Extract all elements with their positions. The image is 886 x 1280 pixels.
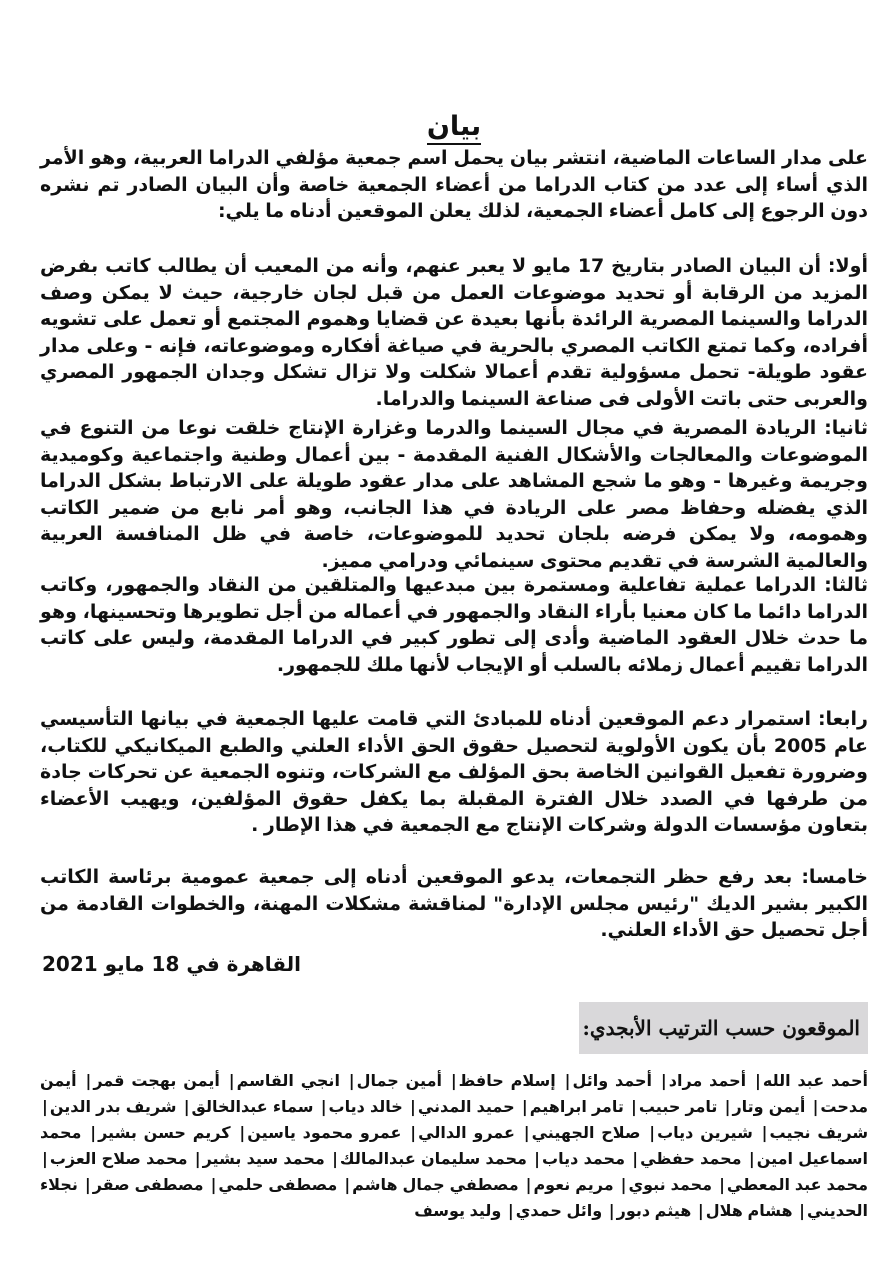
signer-separator: | (748, 1149, 755, 1168)
signer-name: مصطفي جمال هاشم (352, 1175, 519, 1194)
point-fifth-paragraph: خامسا: بعد رفع حظر التجمعات، يدعو الموقعين أدناه إلى جمعية عمومية برئاسة الكاتب الكبير بشير الديك "رئيس مجلس الإدارة" لمناقشة مشكلات المهنة، والخطوات القادمة من أجل تحصيل حق الأداء العلني. (40, 866, 868, 941)
signer-separator: | (210, 1175, 217, 1194)
signer-separator: | (608, 1201, 615, 1220)
signer-separator: | (525, 1175, 532, 1194)
intro-paragraph: على مدار الساعات الماضية، انتشر بيان يحمل اسم جمعية مؤلفي الدراما العربية، وهو الأمر الذي أساء إلى عدد من كتاب الدراما من أعضاء الجمعية خاصة وأن البيان الصادر تم نشره دون الرجوع إلى كامل أعضاء الجمعية، لذلك يعلن الموقعين أدناه ما يلي: (40, 147, 868, 222)
signer-name: نجلاء الحديني (40, 1175, 868, 1220)
signer-name: تامر حبيب (638, 1097, 718, 1116)
signer-name: أحمد عبد الله (762, 1071, 868, 1090)
signer-separator: | (812, 1097, 819, 1116)
signer-separator: | (632, 1149, 639, 1168)
signer-separator: | (564, 1071, 571, 1090)
signer-separator: | (507, 1201, 514, 1220)
signer-separator: | (755, 1071, 761, 1090)
signer-separator: | (42, 1149, 48, 1168)
signer-separator: | (523, 1123, 530, 1142)
signer-name: عمرو محمود ياسين (247, 1123, 402, 1142)
signer-name: شريف بدر الدين (49, 1097, 177, 1116)
signer-separator: | (84, 1175, 91, 1194)
signer-separator: | (409, 1097, 416, 1116)
signer-separator: | (631, 1097, 637, 1116)
signer-separator: | (42, 1097, 48, 1116)
signer-name: أيمن مدحت (40, 1071, 869, 1116)
signer-name: خالد دياب (328, 1097, 403, 1116)
point-second-paragraph: ثانيا: الريادة المصرية في مجال السينما والدرما وغزارة الإنتاج خلقت نوعا من التنوع في الموضوعات والمعالجات والأشكال الفنية المقدمة - بين أعمال وطنية واجتماعية وكوميدية وجريمة وغيرها - وهو ما شجع المشاهد على مدار عقود طويلة على الارتباط بشكل الدراما الذي يفضله وحفاظ مصر على الريادة في هذا الجانب، وهو أمر نابع من ضمير الكاتب وهمومه، ولا يمكن فرضه بلجان تحديد للموضوعات، خاصة في ظل المنافسة العربية والعالمية الشرسة في تقديم محتوى سينمائي ودرامي مميز. (40, 417, 868, 572)
signer-name: أيمن وتار (732, 1097, 806, 1116)
signer-separator: | (697, 1201, 704, 1220)
signer-name: محمد نبوي (628, 1175, 713, 1194)
signer-separator: | (761, 1123, 768, 1142)
signer-name: أمين جمال (356, 1071, 442, 1090)
signer-name: محمد سيد بشير (202, 1149, 325, 1168)
signer-name: أيمن بهجت قمر (93, 1071, 220, 1090)
signer-name: إسلام حافظ (458, 1071, 556, 1090)
signer-separator: | (724, 1097, 731, 1116)
signer-name: أحمد مراد (668, 1071, 747, 1090)
signers-heading-box (579, 1002, 868, 1054)
signer-name: وائل حمدي (515, 1201, 603, 1220)
signer-name: محمد اسماعيل امين (40, 1123, 868, 1168)
signer-separator: | (450, 1071, 457, 1090)
signer-separator: | (799, 1201, 805, 1220)
signer-name: هيثم دبور (616, 1201, 692, 1220)
signer-name: شيرين دياب (657, 1123, 753, 1142)
signer-name: عمرو الدالي (418, 1123, 515, 1142)
signer-separator: | (719, 1175, 725, 1194)
signer-separator: | (239, 1123, 246, 1142)
signer-separator: | (332, 1149, 338, 1168)
signers-list (40, 1068, 868, 1224)
signer-separator: | (660, 1071, 667, 1090)
signer-name: سماء عبدالخالق (191, 1097, 314, 1116)
signer-separator: | (649, 1123, 656, 1142)
document-title-text: بيان (427, 112, 481, 145)
signer-name: مصطفى صقر (92, 1175, 204, 1194)
signer-separator: | (228, 1071, 235, 1090)
signer-name: مصطفى حلمي (218, 1175, 338, 1194)
statement-page (40, 0, 868, 1280)
signer-name: شريف نجيب (769, 1123, 869, 1142)
signer-name: محمد حفظي (640, 1149, 742, 1168)
point-third-paragraph: ثالثا: الدراما عملية تفاعلية ومستمرة بين مبدعيها والمتلقين من النقاد والجمهور، وكاتب الدراما دائما ما كان معنيا بأراء النقاد والجمهور في أعماله من أجل تطويرها وتحسينها، وهو ما حدث خلال العقود الماضية وأدى إلى تطور كبير في الدراما المقدمة، وليس على كاتب الدراما تقييم أعمال زملائه بالسلب أو الإيجاب لأنها ملك للجمهور. (40, 574, 868, 676)
signer-name: محمد سليمان عبدالمالك (339, 1149, 527, 1168)
signer-name: هشام هلال (705, 1201, 793, 1220)
signers-heading: الموقعون حسب الترتيب الأبجدي: (582, 1016, 860, 1040)
signer-name: أحمد وائل (572, 1071, 653, 1090)
signer-separator: | (521, 1097, 528, 1116)
document-title (40, 110, 868, 145)
signer-name: انجي القاسم (236, 1071, 340, 1090)
point-first-paragraph: أولا: أن البيان الصادر بتاريخ 17 مايو لا يعبر عنهم، وأنه من المعيب أن يطالب كاتب بفرض المزيد من الرقابة أو تحديد موضوعات العمل من قبل لجان خارجية، حيث لا يمكن وصف الدراما والسينما المصرية الرائدة بأنها بعيدة عن قضايا وهموم المجتمع أو تعمل على تشويه أفراده، وكما تمتع الكاتب المصري بالحرية في صياغة أفكاره وموضوعاته، فإنه - وعلى مدار عقود طويلة- تحمل مسؤولية تقدم أعمالا شكلت ولا تزال تشكل وجدان الجمهور المصري والعربى حتى باتت الأولى فى صناعة السينما والدراما. (40, 255, 868, 410)
signer-separator: | (90, 1123, 97, 1142)
signer-separator: | (344, 1175, 351, 1194)
signer-separator: | (348, 1071, 355, 1090)
signer-name: صلاح الجهيني (531, 1123, 641, 1142)
signer-separator: | (85, 1071, 92, 1090)
signer-separator: | (320, 1097, 327, 1116)
signer-name: حميد المدني (417, 1097, 515, 1116)
date-line: القاهرة في 18 مايو 2021 (42, 952, 302, 976)
signer-separator: | (620, 1175, 627, 1194)
signer-separator: | (194, 1149, 201, 1168)
signer-name: تامر ابراهيم (529, 1097, 624, 1116)
signer-separator: | (183, 1097, 190, 1116)
signer-name: وليد يوسف (414, 1201, 502, 1220)
point-fourth-paragraph: رابعا: استمرار دعم الموقعين أدناه للمبادئ التي قامت عليها الجمعية في بيانها التأسيسي عام 2005 بأن يكون الأولوية لتحصيل حقوق الحق الأداء العلني والطبع الميكانيكي للكتاب، وضرورة تفعيل القوانين الخاصة بحق المؤلف مع الشركات، وتنوه الجمعية عن تحركات جادة من طرفها في الصدد خلال الفترة المقبلة بما يكفل حقوق المؤلفين، ويهيب الأعضاء بتعاون مؤسسات الدولة وشركات الإنتاج مع الجمعية في هذا الإطار . (40, 708, 868, 836)
signer-name: كريم حسن بشير (98, 1123, 231, 1142)
signer-name: محمد دياب (542, 1149, 625, 1168)
signer-separator: | (410, 1123, 417, 1142)
signer-name: مريم نعوم (533, 1175, 614, 1194)
signer-name: محمد صلاح العزب (49, 1149, 188, 1168)
signer-separator: | (534, 1149, 540, 1168)
signer-name: محمد عبد المعطي (726, 1175, 868, 1194)
